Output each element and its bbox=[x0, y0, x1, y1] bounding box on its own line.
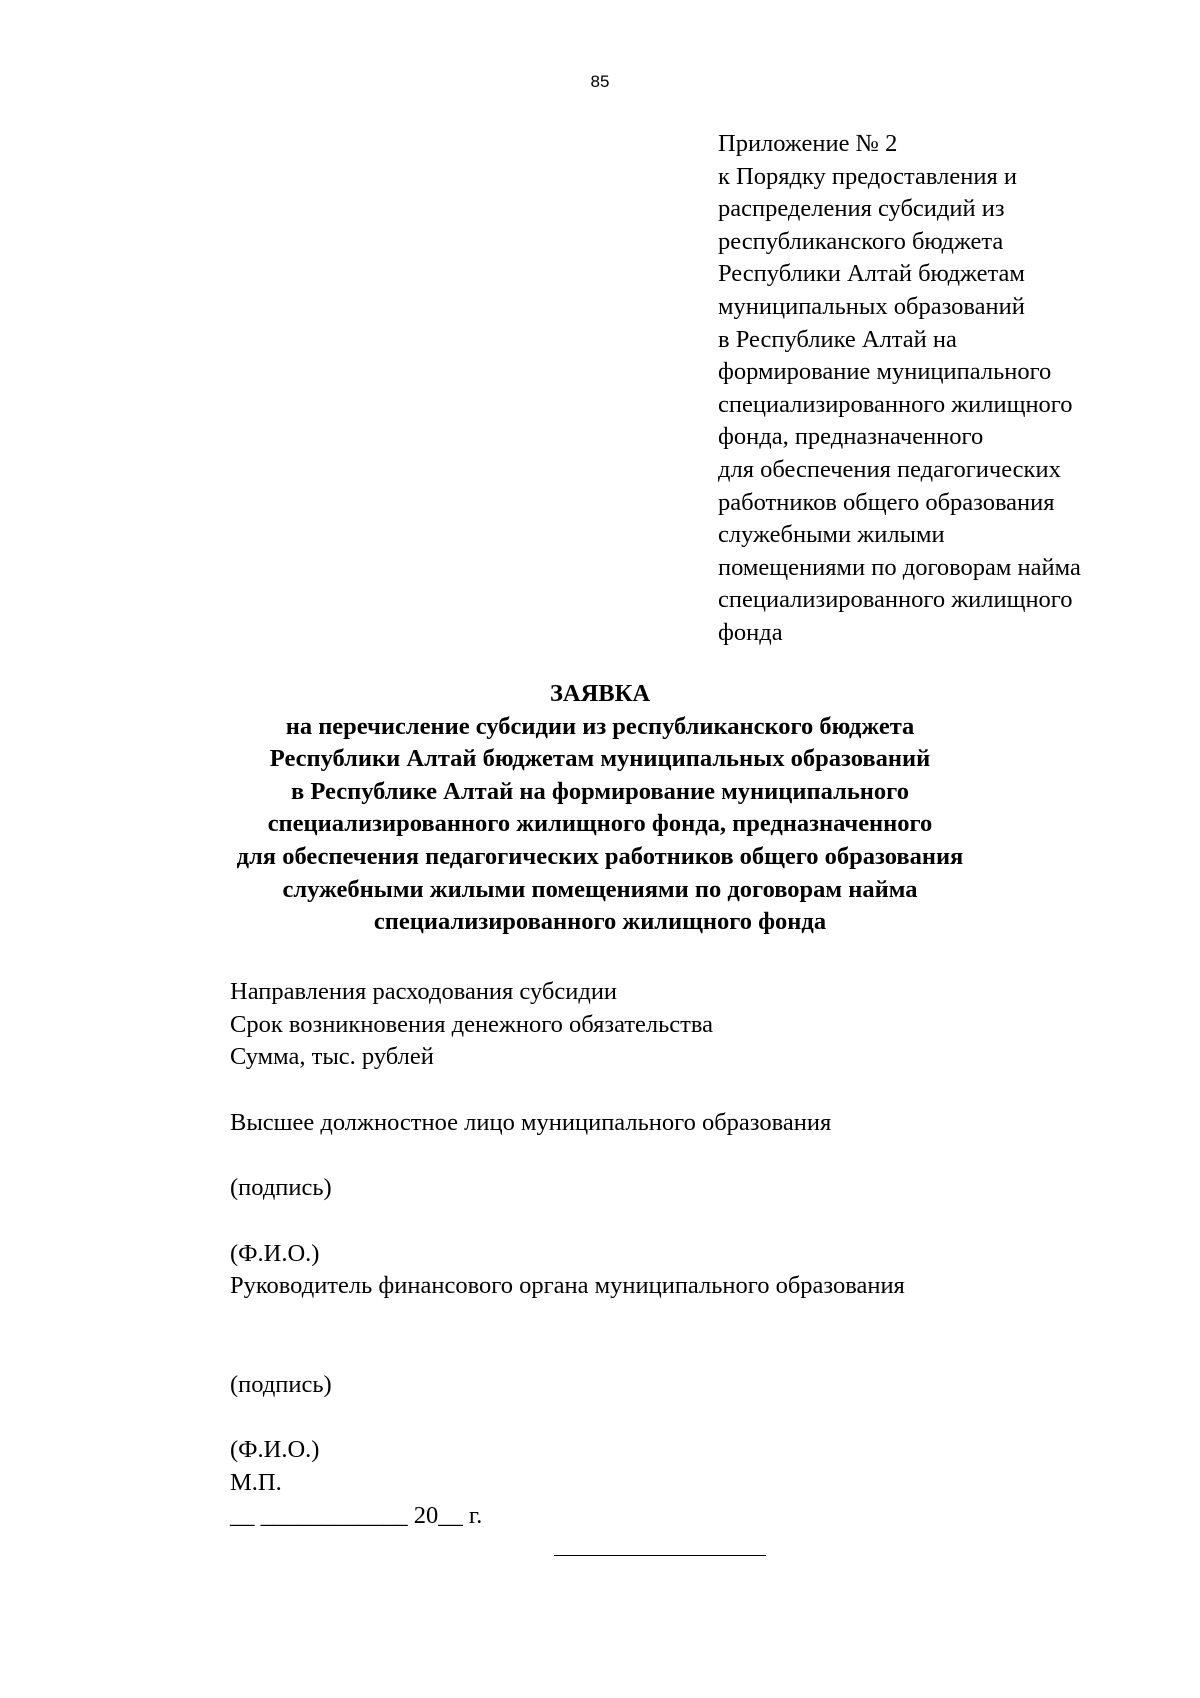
field-direction: Направления расходования субсидии bbox=[230, 978, 618, 1005]
appendix-line: к Порядку предоставления и bbox=[718, 162, 1017, 190]
appendix-line: помещениями по договорам найма bbox=[718, 553, 1081, 581]
appendix-line: Республики Алтай бюджетам bbox=[718, 260, 1025, 288]
field-term: Срок возникновения денежного обязательства bbox=[230, 1011, 714, 1038]
title-line: на перечисление субсидии из республиканского бюджета bbox=[285, 712, 915, 740]
appendix-line: для обеспечения педагогических bbox=[718, 455, 1061, 483]
appendix-line: специализированного жилищного bbox=[718, 390, 1073, 418]
appendix-block bbox=[718, 128, 1188, 650]
title-line: для обеспечения педагогических работников общего образования bbox=[236, 842, 964, 870]
appendix-line: республиканского бюджета bbox=[718, 227, 1004, 255]
page-number: 85 bbox=[590, 72, 610, 91]
footer-divider bbox=[554, 1555, 766, 1556]
appendix-line: фонда, предназначенного bbox=[718, 423, 984, 451]
appendix-line: специализированного жилищного bbox=[718, 586, 1073, 614]
title-line: Республики Алтай бюджетам муниципальных образований bbox=[269, 745, 931, 773]
title-line: специализированного жилищного фонда bbox=[373, 908, 827, 936]
fio-label-2: (Ф.И.О.) bbox=[230, 1436, 320, 1463]
appendix-line: работников общего образования bbox=[718, 488, 1055, 516]
appendix-line: в Республике Алтай на bbox=[718, 325, 957, 353]
appendix-line: служебными жилыми bbox=[718, 521, 945, 549]
title-line: служебными жилыми помещениями по договорам найма bbox=[282, 875, 918, 903]
appendix-line: распределения субсидий из bbox=[718, 195, 1005, 223]
fio-label-1: (Ф.И.О.) bbox=[230, 1240, 320, 1267]
field-amount: Сумма, тыс. рублей bbox=[230, 1043, 434, 1070]
title-line: специализированного жилищного фонда, предназначенного bbox=[267, 810, 933, 838]
stamp-label: М.П. bbox=[230, 1469, 282, 1496]
signature-label-2: (подпись) bbox=[230, 1371, 332, 1398]
date-line: __ ____________ 20__ г. bbox=[230, 1502, 483, 1529]
field-finance-head: Руководитель финансового органа муниципального образования bbox=[230, 1272, 905, 1299]
appendix-line: формирование муниципального bbox=[718, 358, 1052, 386]
appendix-line: фонда bbox=[718, 618, 783, 646]
signature-label-1: (подпись) bbox=[230, 1174, 332, 1201]
field-official: Высшее должностное лицо муниципального образования bbox=[230, 1109, 832, 1136]
title-heading: ЗАЯВКА bbox=[549, 680, 651, 707]
appendix-line: муниципальных образований bbox=[718, 292, 1025, 320]
appendix-line: Приложение № 2 bbox=[718, 130, 898, 157]
document-title bbox=[0, 678, 1200, 939]
title-line: в Республике Алтай на формирование муниципального bbox=[291, 777, 909, 805]
